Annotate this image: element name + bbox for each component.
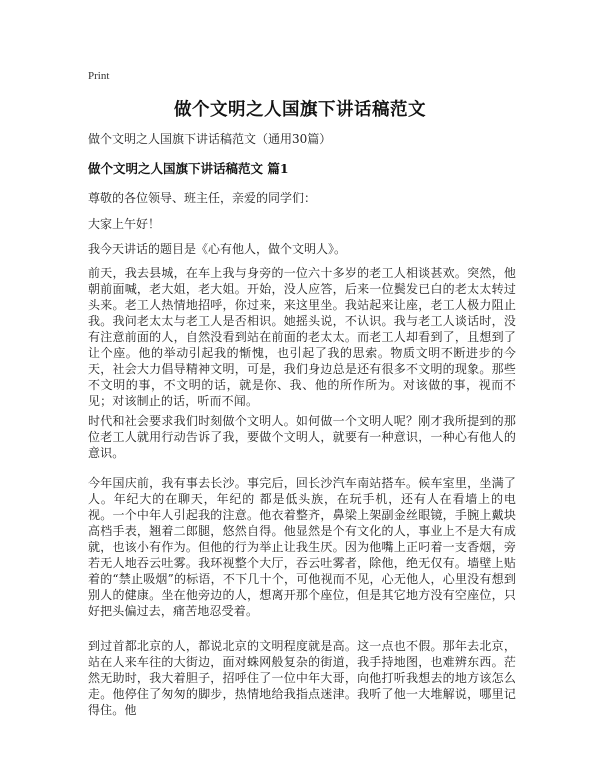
print-label: Print <box>88 70 110 82</box>
page-title: 做个文明之人国旗下讲话稿范文 <box>174 100 426 120</box>
body-paragraph-2: 时代和社会要求我们时刻做个文明人。如何做一个文明人呢？刚才我所提到的那位老工人就用行动告诉了我，要做个文明人，就要有一种意识，一种心有他人的意识。 <box>88 414 516 460</box>
body-paragraph-1: 前天，我去县城，在车上我与身旁的一位六十多岁的老工人相谈甚欢。突然，他朝前面喊，老大姐，老大姐。开始，没人应答，后来一位鬓发已白的老太太转过头来。老工人热情地招呼，你过来，来这里坐。我站起来让座，老工人极力阻止我。我问老太太与老工人是否相识。她摇头说，不认识。我与老工人谈话时，没有注意前面的人，自然没看到站在前面的老太太。而老工人却看到了，且想到了让个座。他的举动引起我的惭愧，也引起了我的思索。物质文明不断进步的今天，社会大力倡导精神文明，可是，我们身边总是还有很多不文明的现象。那些不文明的事，不文明的话，就是你、我、他的所作所为。对该做的事，视而不见；对该制止的话，听而不闻。 <box>88 266 516 408</box>
hello-line: 大家上午好！ <box>88 217 161 231</box>
document-subtitle: 做个文明之人国旗下讲话稿范文（通用30篇） <box>88 132 332 146</box>
greeting-line: 尊敬的各位领导、班主任，亲爱的同学们： <box>88 191 317 205</box>
section-heading: 做个文明之人国旗下讲话稿范文 篇1 <box>88 161 289 176</box>
topic-line: 我今天讲话的题目是《心有他人，做个文明人》。 <box>88 242 347 256</box>
body-paragraph-4: 到过首都北京的人，都说北京的文明程度就是高。这一点也不假。那年去北京，站在人来车往的大街边，面对蛛网般复杂的街道，我手持地图，也难辨东西。茫然无助时，我大着胆子，招呼住了一位中年大哥，向他打听我想去的地方该怎么走。他停住了匆匆的脚步，热情地给我指点迷津。我听了他一大堆解说，哪里记得住。他 <box>88 639 516 717</box>
body-paragraph-3: 今年国庆前，我有事去长沙。事完后，回长沙汽车南站搭车。候车室里，坐满了人。年纪大的在聊天，年纪的 都是低头族，在玩手机，还有人在看墙上的电视。一个中年人引起我的注意。他衣着整齐，鼻梁上架副金丝眼镜，手腕上戴块高档手表，翘着二郎腿，悠然自得。他显然是个有文化的人，事业上不是大有成就，也该小有作为。但他的行为举止让我生厌。因为他嘴上正叼着一支香烟，旁若无人地吞云吐雾。我环视整个大厅，吞云吐雾者，除他，绝无仅有。墙壁上贴着的“禁止吸烟”的标语，不下几十个，可他视而不见，心无他人，心里没有想到别人的健康。坐在他旁边的人，想离开那个座位，但是其它地方没有空座位，只好把头偏过去，痛苦地忍受着。 <box>88 476 516 618</box>
